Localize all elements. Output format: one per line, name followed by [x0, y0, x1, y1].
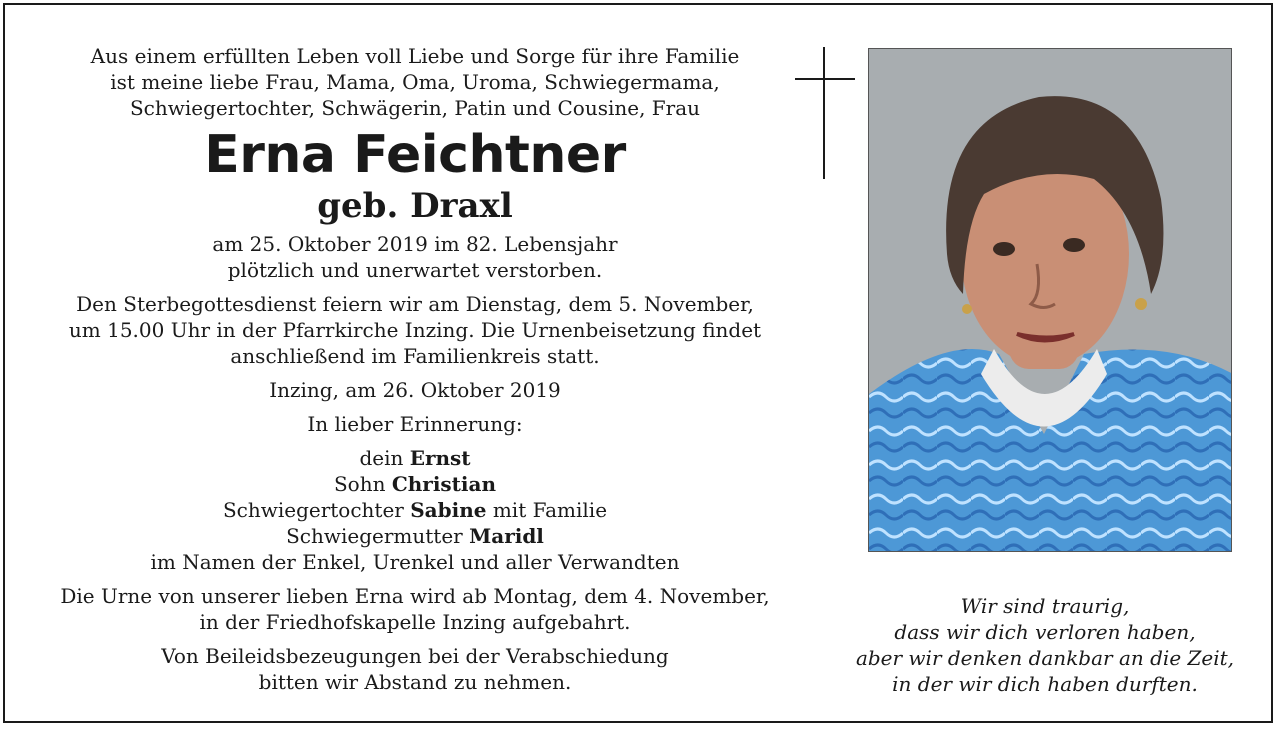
intro-line: Schwiegertochter, Schwägerin, Patin und Cousine, Frau	[129, 96, 701, 120]
deceased-name: Erna Feichtner	[204, 125, 626, 185]
obituary-text	[45, 43, 785, 695]
cross-icon	[795, 47, 855, 179]
mourner-suffix: mit Familie	[492, 498, 608, 522]
mourner-name: Maridl	[469, 524, 544, 548]
maiden-name: geb. Draxl	[317, 186, 513, 226]
intro-line: Aus einem erfüllten Leben voll Liebe und Sorge für ihre Familie	[90, 44, 740, 68]
mourner-relation: dein	[359, 446, 404, 470]
condolences-line: bitten wir Abstand zu nehmen.	[258, 670, 572, 694]
verse-line: aber wir denken dankbar an die Zeit,	[855, 646, 1235, 670]
mourner-relation: Sohn	[333, 472, 386, 496]
obituary-card	[3, 3, 1273, 723]
mourner-name: Christian	[391, 472, 497, 496]
mourner-line	[45, 445, 785, 471]
service-line: anschließend im Familienkreis statt.	[230, 344, 600, 368]
urn-line: in der Friedhofskapelle Inzing aufgebahrt.	[199, 610, 631, 634]
service-line: um 15.00 Uhr in der Pfarrkirche Inzing. Die Urnenbeisetzung findet	[68, 318, 762, 342]
mourner-name: Sabine	[410, 498, 487, 522]
mourner-line	[45, 471, 785, 497]
memory-heading: In lieber Erinnerung:	[307, 412, 523, 436]
mourner-relation: Schwiegertochter	[222, 498, 404, 522]
relatives-line: im Namen der Enkel, Urenkel und aller Verwandten	[150, 550, 680, 574]
verse-line: dass wir dich verloren haben,	[894, 620, 1196, 644]
mourner-line	[45, 523, 785, 549]
service-line: Den Sterbegottesdienst feiern wir am Dienstag, dem 5. November,	[76, 292, 754, 316]
place-date: Inzing, am 26. Oktober 2019	[269, 378, 561, 402]
mourner-relation: Schwiegermutter	[286, 524, 463, 548]
urn-line: Die Urne von unserer lieben Erna wird ab Montag, dem 4. November,	[60, 584, 770, 608]
mourner-line	[45, 497, 785, 523]
verse-line: in der wir dich haben durften.	[892, 672, 1198, 696]
mourner-name: Ernst	[409, 446, 471, 470]
verse-line: Wir sind traurig,	[960, 594, 1130, 618]
intro-line: ist meine liebe Frau, Mama, Oma, Uroma, Schwiegermama,	[110, 70, 720, 94]
portrait-image	[869, 49, 1232, 552]
death-line: am 25. Oktober 2019 im 82. Lebensjahr	[212, 232, 618, 256]
death-line: plötzlich und unerwartet verstorben.	[227, 258, 603, 282]
memorial-verse	[845, 593, 1245, 697]
condolences-line: Von Beileidsbezeugungen bei der Verabschiedung	[161, 644, 669, 668]
portrait-photo	[868, 48, 1232, 552]
